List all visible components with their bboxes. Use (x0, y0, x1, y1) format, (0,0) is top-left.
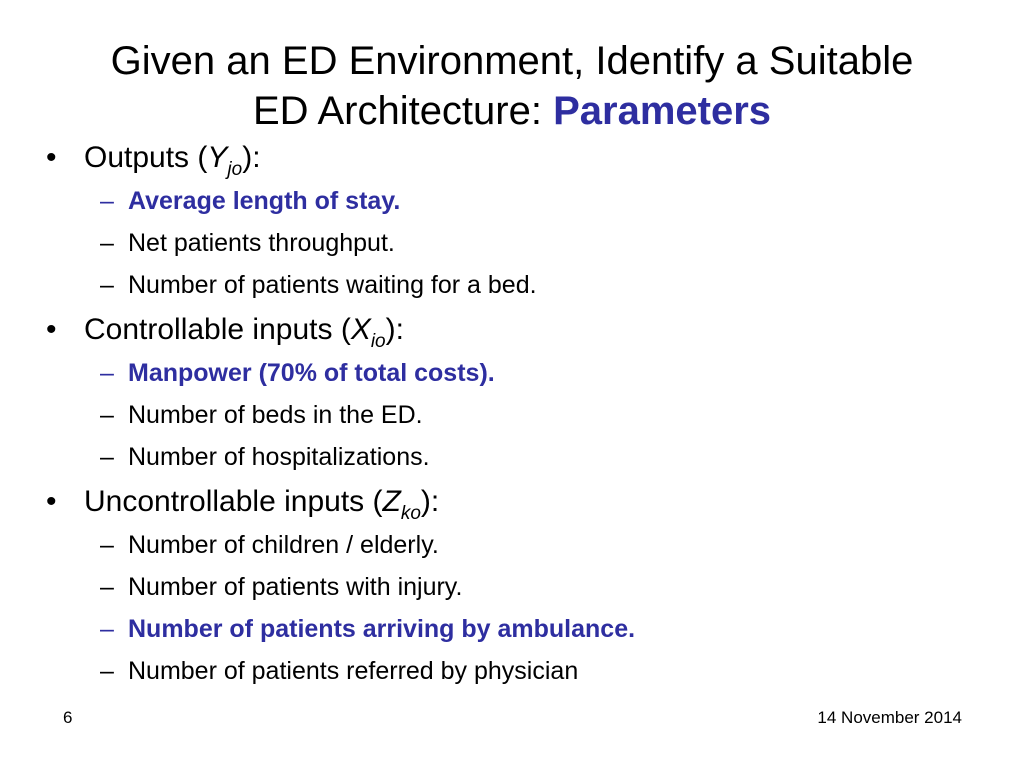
list-item: – Net patients throughput. (100, 229, 395, 257)
list-item: – Number of patients with injury. (100, 573, 463, 601)
variable-symbol: X (350, 313, 371, 346)
list-item: – Manpower (70% of total costs). (100, 359, 495, 387)
section-uncontrollable-inputs (44, 484, 1004, 686)
list-item: – Number of patients arriving by ambulance. (100, 615, 636, 643)
title-accent: Parameters (553, 89, 772, 133)
variable-symbol: Y (207, 141, 228, 174)
dash-icon: – (100, 443, 114, 471)
title-line-2 (0, 86, 1024, 136)
list-item: – Number of beds in the ED. (100, 401, 423, 429)
dash-icon: – (100, 657, 114, 685)
variable-symbol: Z (382, 485, 401, 518)
slide-title (0, 36, 1024, 136)
section-outputs (44, 140, 1004, 300)
section-heading: • Outputs $(Y_{jo})$: (46, 141, 261, 180)
variable-subscript: io (370, 331, 386, 352)
dash-icon: – (100, 271, 114, 299)
variable-subscript: jo (227, 159, 243, 180)
dash-icon: – (100, 187, 114, 215)
bullet-icon: • (46, 313, 57, 346)
bullet-icon: • (46, 485, 57, 518)
list-item: – Number of hospitalizations. (100, 443, 430, 471)
dash-icon: – (100, 615, 114, 643)
section-heading: • Controllable inputs $(X_{io})$: (46, 313, 404, 352)
slide-number: 6 (63, 708, 73, 727)
variable-subscript: ko (400, 503, 421, 524)
list-item: – Number of children / elderly. (100, 531, 439, 559)
dash-icon: – (100, 531, 114, 559)
dash-icon: – (100, 401, 114, 429)
title-line-1: Given an ED Environment, Identify a Suitable (110, 39, 914, 83)
list-item: – Number of patients waiting for a bed. (100, 271, 537, 299)
list-item: – Number of patients referred by physician (100, 657, 579, 685)
dash-icon: – (100, 359, 114, 387)
title-line-2-text: ED Architecture: (252, 89, 554, 133)
dash-icon: – (100, 229, 114, 257)
bullet-list (44, 140, 1004, 698)
section-heading: • Uncontrollable inputs $(Z_{ko})$: (46, 485, 440, 524)
list-item: – Average length of stay. (100, 187, 401, 215)
dash-icon: – (100, 573, 114, 601)
slide-date: 14 November 2014 (817, 708, 962, 727)
section-controllable-inputs (44, 312, 1004, 472)
bullet-icon: • (46, 141, 57, 174)
